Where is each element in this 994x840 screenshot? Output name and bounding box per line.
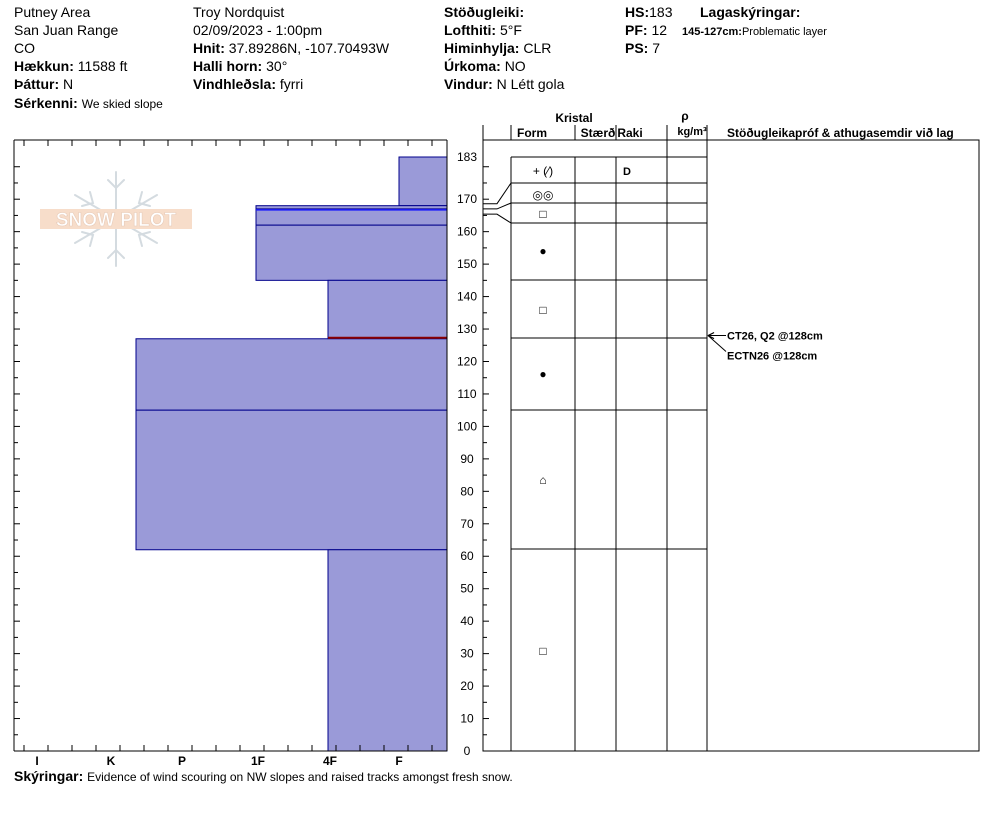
wind: Vindur: N Létt gola bbox=[444, 76, 565, 92]
crystal-form: □ bbox=[539, 303, 547, 317]
slope-angle: Halli horn: 30° bbox=[193, 58, 288, 74]
x-tick-label: I bbox=[35, 754, 39, 768]
rho-header: ρ bbox=[681, 109, 689, 123]
wetness-value: D bbox=[623, 166, 631, 178]
x-tick-label: P bbox=[177, 754, 187, 768]
wind-loading: Vindhleðsla: fyrri bbox=[193, 76, 304, 92]
layer-table-frame bbox=[483, 140, 979, 751]
sky-cover: Himinhylja: CLR bbox=[444, 40, 552, 56]
y-tick-label: 30 bbox=[460, 646, 474, 661]
stability-test-label: CT26, Q2 @128cm bbox=[727, 330, 823, 343]
tests-header: Stöðugleikapróf & athugasemdir við lag bbox=[727, 126, 954, 140]
y-tick-label: 170 bbox=[456, 192, 478, 207]
density-unit: kg/m³ bbox=[677, 126, 707, 138]
y-tick-label: 150 bbox=[456, 257, 478, 272]
wetness-header: Raki bbox=[617, 126, 643, 140]
footer-comments: Skýringar: Evidence of wind scouring on NW slopes and raised tracks amongst fresh snow. bbox=[14, 768, 513, 784]
x-tick-label: 1F bbox=[250, 754, 266, 768]
layer-bar bbox=[399, 157, 447, 206]
crystal-form: ⌂ bbox=[539, 473, 547, 487]
y-tick-label: 110 bbox=[457, 386, 477, 401]
y-tick-label: 80 bbox=[460, 484, 474, 499]
legend-title: Lagaskýringar: bbox=[700, 4, 801, 20]
crystal-form: ● bbox=[539, 244, 547, 258]
y-tick-label: 70 bbox=[460, 516, 474, 531]
layer-bar bbox=[328, 550, 447, 751]
stability-test-label: ECTN26 @128cm bbox=[727, 350, 818, 363]
test-pointer bbox=[708, 336, 726, 352]
crystal-form: ◎◎ bbox=[532, 188, 554, 202]
layer-bar bbox=[136, 339, 447, 410]
y-tick-label: 130 bbox=[456, 322, 478, 337]
y-tick-label: 120 bbox=[456, 354, 478, 369]
legend-entry: 145-127cm:Problematic layer bbox=[682, 26, 827, 38]
y-tick-label: 0 bbox=[463, 744, 471, 758]
datetime: 02/09/2023 - 1:00pm bbox=[193, 22, 323, 38]
layer-connector bbox=[483, 183, 511, 204]
ps: PS: 7 bbox=[625, 40, 661, 56]
y-tick-label: 90 bbox=[460, 451, 474, 466]
crystal-form: ● bbox=[539, 367, 547, 381]
snowpilot-logo bbox=[40, 172, 192, 266]
layer-bar bbox=[136, 410, 447, 550]
hs: HS:183 bbox=[625, 4, 673, 20]
coordinates: Hnit: 37.89286N, -107.70493W bbox=[193, 40, 390, 56]
range: San Juan Range bbox=[14, 22, 119, 38]
precipitation: Úrkoma: NO bbox=[444, 58, 526, 74]
crystal-header: Kristal bbox=[555, 111, 593, 125]
observer: Troy Nordquist bbox=[193, 4, 285, 20]
pf: PF: 12 bbox=[625, 22, 668, 38]
layer-bar bbox=[256, 209, 447, 225]
logo-text: SNOW PILOT bbox=[55, 210, 177, 231]
state: CO bbox=[14, 40, 35, 56]
y-tick-label: 140 bbox=[456, 289, 478, 304]
y-tick-label: 40 bbox=[460, 614, 474, 629]
layer-bar bbox=[256, 225, 447, 280]
layer-bar bbox=[328, 280, 447, 338]
features: Sérkenni: We skied slope bbox=[14, 95, 163, 111]
aspect: Þáttur: N bbox=[14, 76, 74, 92]
area: Putney Area bbox=[14, 4, 91, 20]
crystal-form: + (⁄) bbox=[532, 164, 554, 178]
elevation: Hækkun: 11588 ft bbox=[14, 58, 128, 74]
x-tick-label: K bbox=[106, 754, 116, 768]
y-tick-label: 20 bbox=[460, 679, 474, 694]
x-tick-label: 4F bbox=[322, 754, 338, 768]
y-tick-label: 100 bbox=[456, 419, 478, 434]
size-header: Stærð bbox=[580, 126, 616, 140]
crystal-form: □ bbox=[539, 644, 547, 658]
y-tick-label: 160 bbox=[456, 224, 478, 239]
y-tick-label: 50 bbox=[460, 581, 474, 596]
layer-connector bbox=[483, 214, 511, 223]
y-tick-label: 183 bbox=[456, 150, 478, 164]
y-tick-label: 10 bbox=[460, 711, 474, 726]
x-tick-label: F bbox=[395, 754, 403, 768]
form-header: Form bbox=[517, 126, 547, 140]
air-temp: Lofthiti: 5°F bbox=[444, 22, 522, 38]
y-tick-label: 60 bbox=[460, 549, 474, 564]
crystal-form: □ bbox=[539, 207, 547, 221]
stability: Stöðugleiki: bbox=[444, 4, 525, 20]
